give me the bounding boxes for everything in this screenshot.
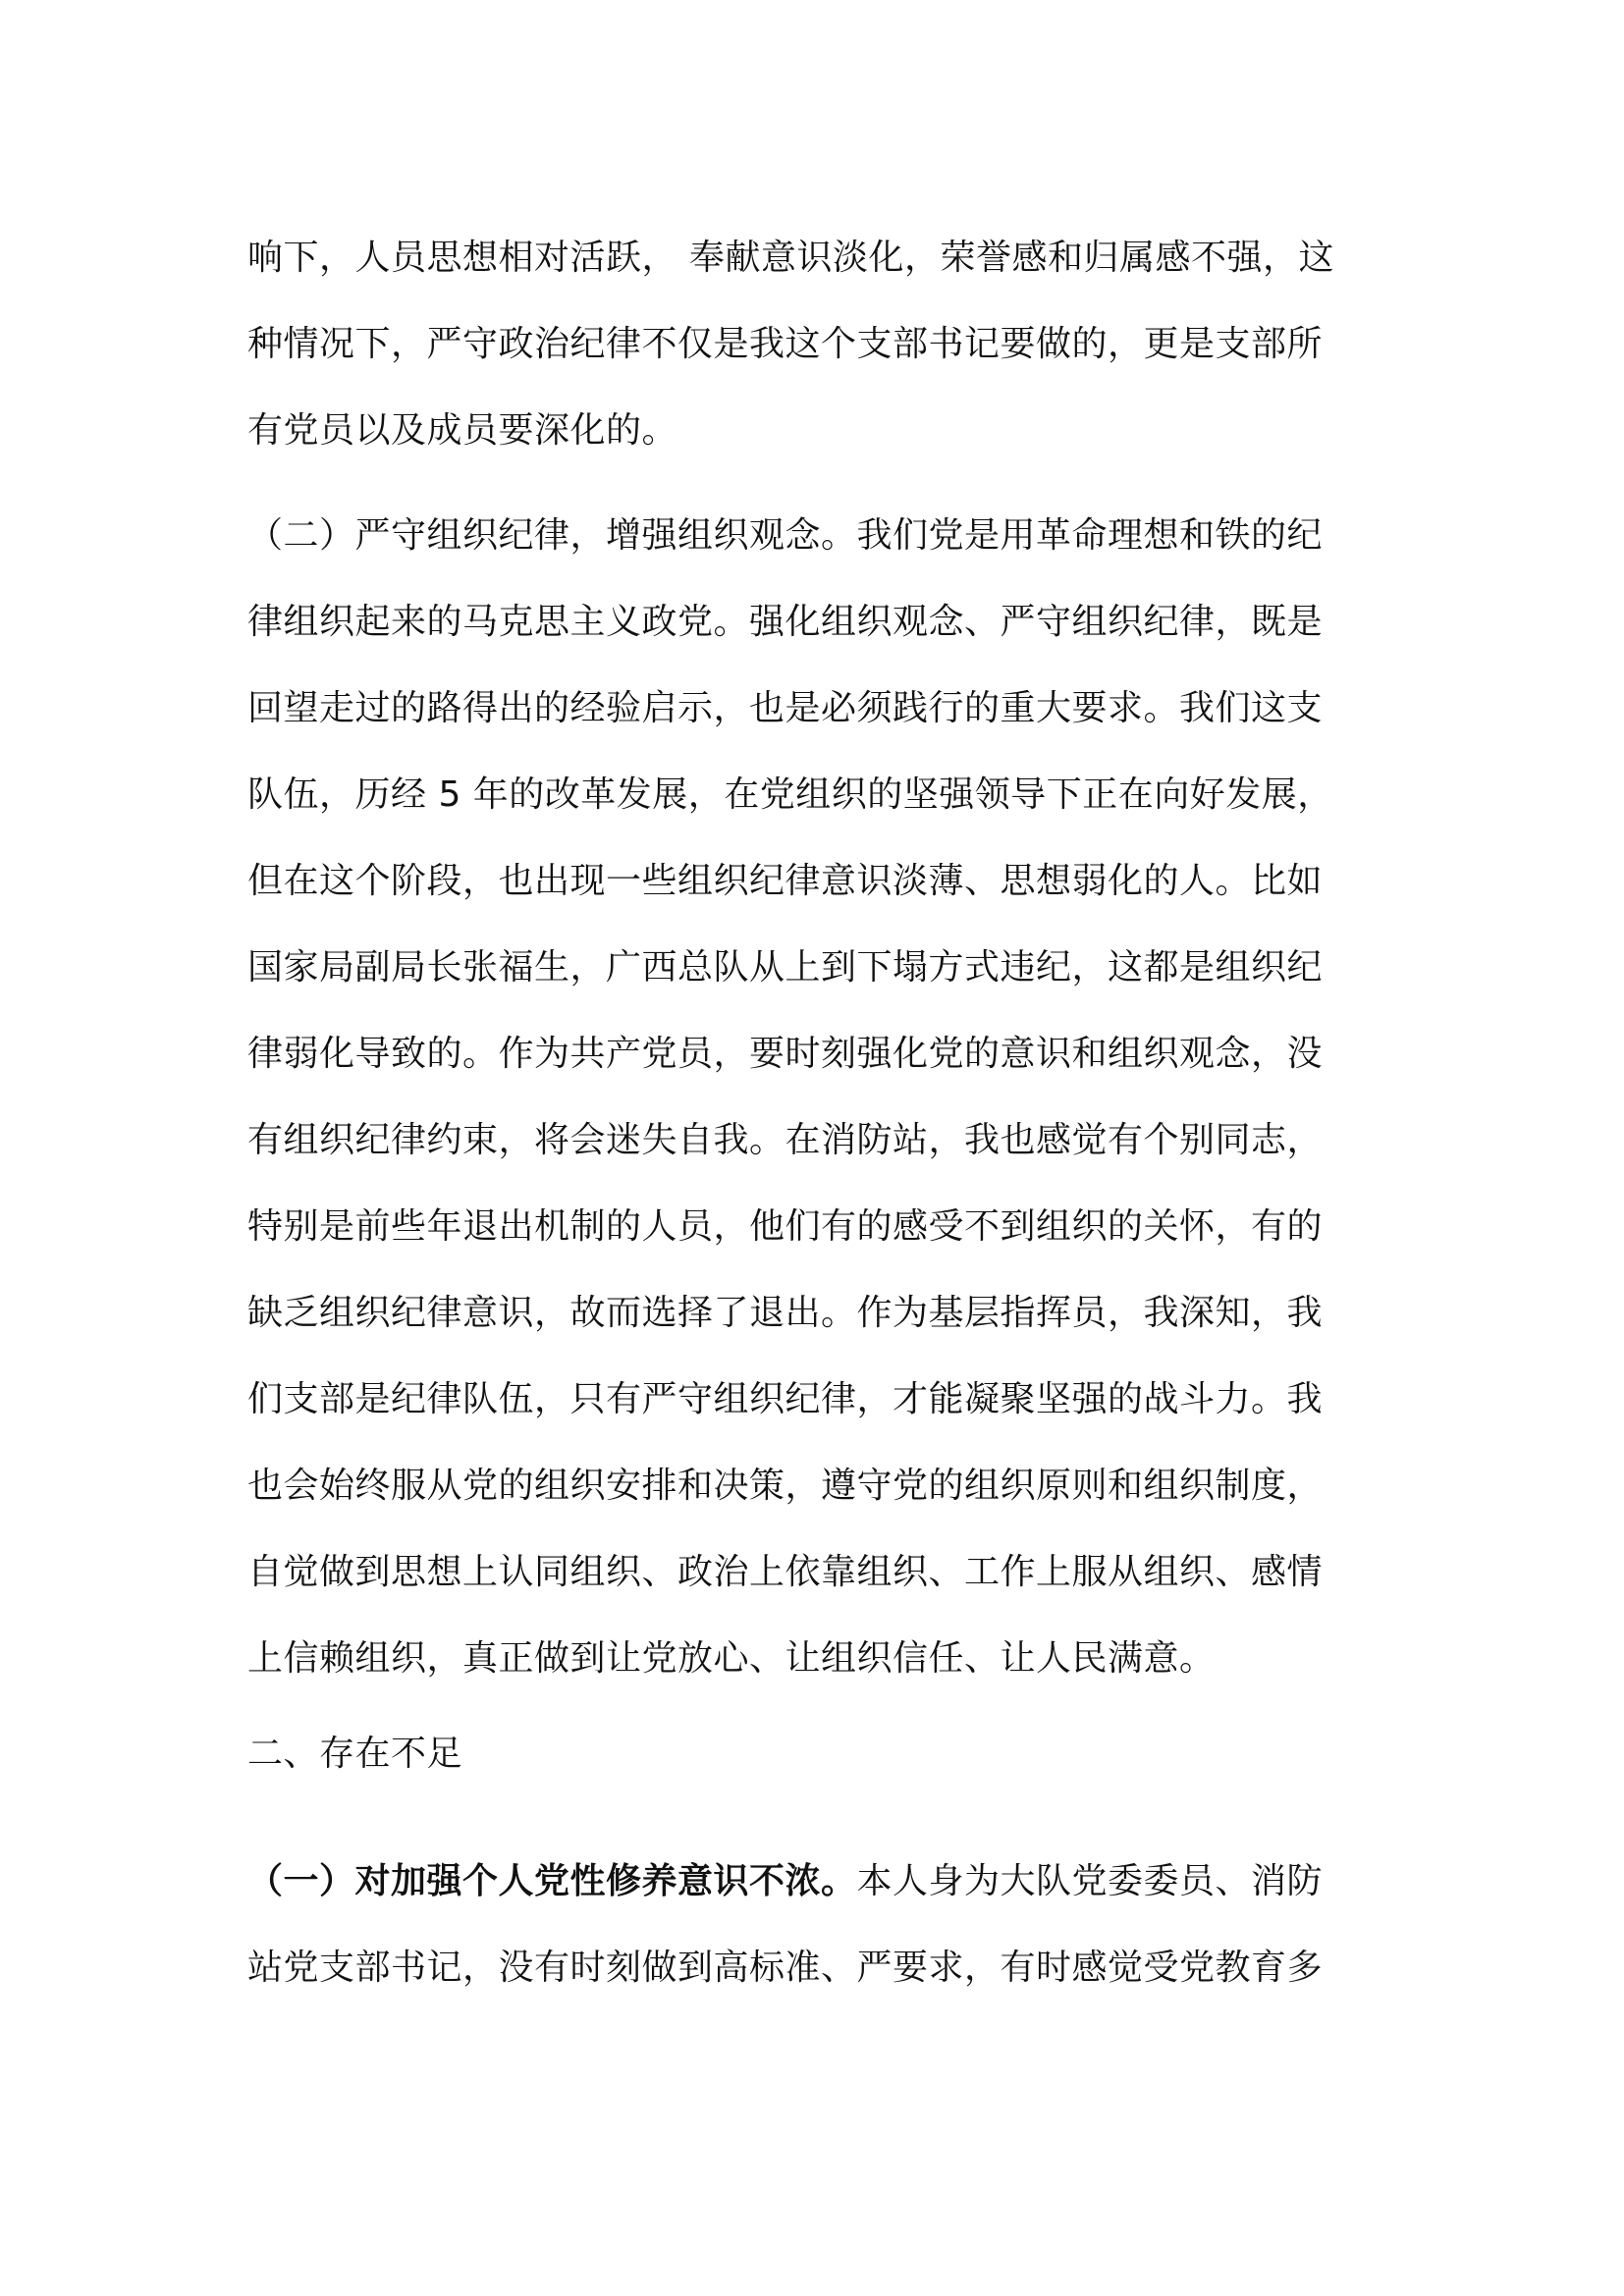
text-line: 缺乏组织纪律意识，故而选择了退出。作为基层指挥员，我深知，我 xyxy=(247,1293,1324,1333)
section-heading-shortcomings xyxy=(247,1711,1367,1797)
text-line: 特别是前些年退出机制的人员，他们有的感受不到组织的关怀，有的 xyxy=(247,1206,1324,1247)
text-line: 种情况下，严守政治纪律不仅是我这个支部书记要做的，更是支部所 xyxy=(247,324,1324,364)
text-line: 也会始终服从党的组织安排和决策，遵守党的组织原则和组织制度， xyxy=(247,1466,1324,1506)
text-line: 回望走过的路得出的经验启示，也是必须践行的重大要求。我们这支 xyxy=(247,688,1324,728)
text-fragment: 本人身为大队党委委员、消防 xyxy=(856,1861,1324,1901)
paragraph-continuation xyxy=(247,215,1367,474)
bold-subheading: （一）对加强个人党性修养意识不浓。 xyxy=(247,1861,857,1901)
text-line: 自觉做到思想上认同组织、政治上依靠组织、工作上服从组织、感情 xyxy=(247,1552,1324,1592)
text-line: 站党支部书记，没有时刻做到高标准、严要求，有时感觉受党教育多 xyxy=(247,1948,1324,1988)
text-line: 律组织起来的马克思主义政党。强化组织观念、严守组织纪律，既是 xyxy=(247,602,1324,642)
text-line: 有组织纪律约束，将会迷失自我。在消防站，我也感觉有个别同志， xyxy=(247,1120,1324,1160)
text-line: （二）严守组织纪律，增强组织观念。我们党是用革命理想和铁的纪 xyxy=(247,515,1324,556)
text-line: 们支部是纪律队伍，只有严守组织纪律，才能凝聚坚强的战斗力。我 xyxy=(247,1379,1324,1419)
text-line xyxy=(247,1839,1367,1925)
text-line: 国家局副局长张福生，广西总队从上到下塌方式违纪，这都是组织纪 xyxy=(247,947,1324,988)
text-line: 律弱化导致的。作为共产党员，要时刻强化党的意识和组织观念，没 xyxy=(247,1034,1324,1074)
text-line: 上信赖组织，真正做到让党放心、让组织信任、让人民满意。 xyxy=(247,1638,1216,1679)
text-line: 响下，人员思想相对活跃， 奉献意识淡化，荣誉感和归属感不强，这 xyxy=(247,238,1334,278)
section-heading: 二、存在不足 xyxy=(247,1734,463,1774)
paragraph-party-cultivation xyxy=(247,1839,1367,2011)
paragraph-organizational-discipline xyxy=(247,493,1367,1702)
text-line: 队伍，历经 5 年的改革发展，在党组织的坚强领导下正在向好发展， xyxy=(247,774,1333,815)
text-line: 有党员以及成员要深化的。 xyxy=(247,410,678,451)
text-line: 但在这个阶段，也出现一些组织纪律意识淡薄、思想弱化的人。比如 xyxy=(247,861,1324,901)
